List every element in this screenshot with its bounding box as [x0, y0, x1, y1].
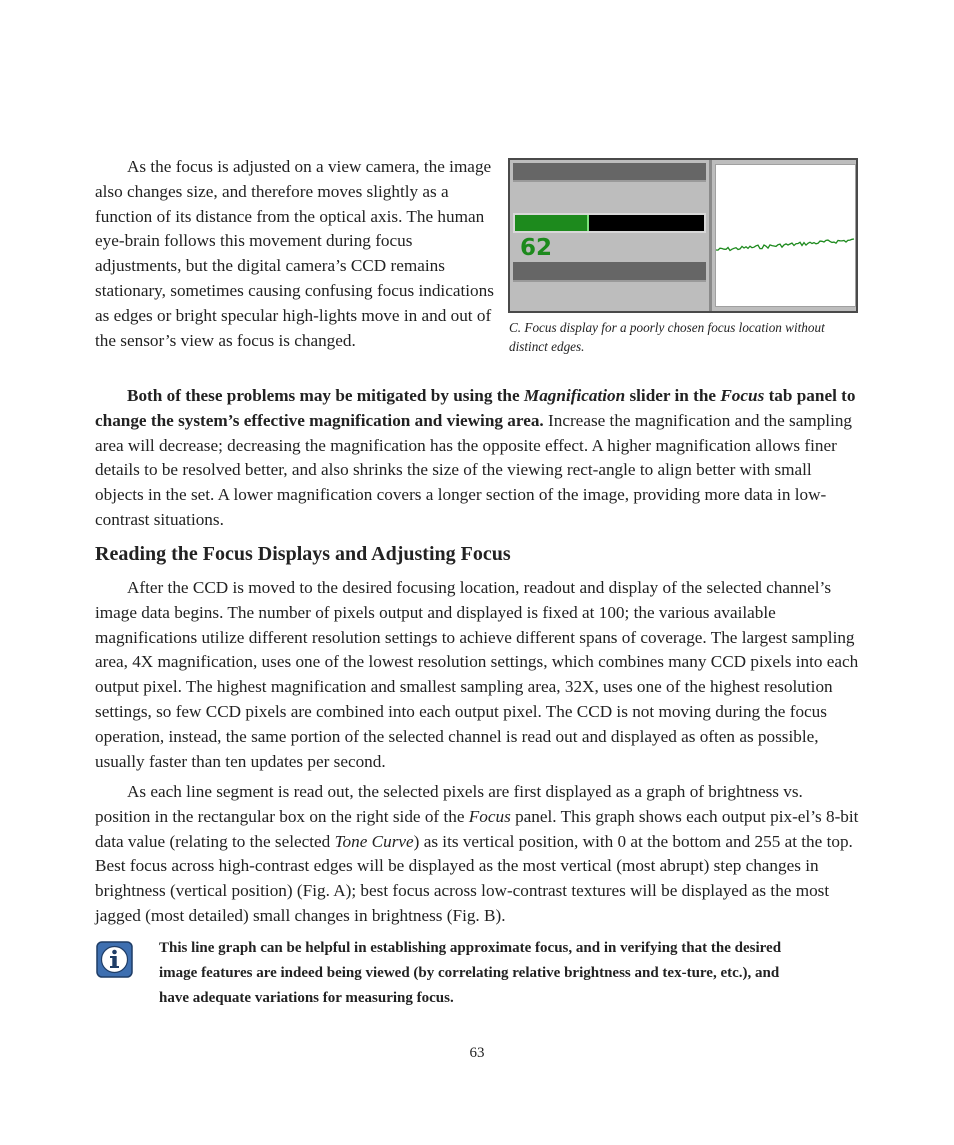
focus-level-bar — [513, 213, 706, 233]
focus-value-readout: 62 — [520, 235, 553, 261]
para2-rest: Increase the magnification and the sampling area will decrease; decreasing the magnification has the opposite effect. A higher magnification allows finer details to be resolved better, and also shrinks the size of the viewing rect-angle to align better with small objects in the set. A lower magnification covers a longer section of the image, providing more data in low-contrast situations. — [95, 410, 853, 529]
para4-a: As each line segment is read out, the selected pixels are first displayed as a graph of brightness vs. position in the rectangular box on the right side of the — [95, 782, 803, 826]
focus-meter-panel — [510, 160, 710, 311]
para4-italic-b: Tone Curve — [334, 831, 414, 851]
para2-bold-italic-a: Magnification — [523, 386, 626, 405]
graph-paragraph — [95, 780, 860, 929]
figure-caption: C. Focus display for a poorly chosen focus location without distinct edges. — [509, 320, 825, 354]
para2-bold-c: tab panel to change the system’s effective magnification and viewing area. — [95, 386, 856, 430]
section-heading: Reading the Focus Displays and Adjusting Focus — [95, 543, 511, 565]
intro-paragraph: As the focus is adjusted on a view camera, the image also changes size, and therefore moves slightly as a function of its distance from the optical axis. The human eye-brain follows this movement during focus adjustments, but the digital camera’s CCD remains stationary, sometimes causing confusing focus indications as edges or bright specular high-lights move in and out of the sensor’s view as focus is changed. — [95, 157, 494, 350]
magnification-paragraph — [95, 384, 860, 533]
top-bar — [513, 163, 706, 182]
brightness-graph — [715, 164, 856, 307]
focus-level-fill — [515, 215, 589, 231]
para4-b: panel. This graph shows each output pix-el’s 8-bit data value (relating to the selected — [95, 806, 859, 851]
focus-display-figure — [508, 158, 858, 313]
para2-bold-b: slider in the — [625, 386, 721, 405]
para4-c: ) as its vertical position, with 0 at the bottom and 255 at the top. Best focus across high-contrast edges will be displayed as the most vertical (most abrupt) step changes in brightness (vertical position) (Fig. A); best focus across low-contrast textures will be displayed as the most jagged (most detailed) small changes in brightness (Fig. B). — [95, 831, 853, 925]
info-note: This line graph can be helpful in establishing approximate focus, and in verifying that the desired image features are indeed being viewed (by correlating relative brightness and tex-ture, etc.), and have adequate variations for measuring focus. — [159, 940, 782, 1006]
para4-italic-a: Focus — [468, 806, 511, 826]
brightness-trace — [716, 239, 854, 251]
readout-paragraph: After the CCD is moved to the desired focusing location, readout and display of the selected channel’s image data begins. The number of pixels output and displayed is fixed at 100; the various available magnifications utilize different resolution settings to achieve different spans of coverage. The largest sampling area, 4X magnification, uses one of the lowest resolution settings, which combines many CCD pixels into each output pixel. The highest magnification and smallest sampling area, 32X, uses one of the highest resolution settings, so few CCD pixels are combined into each output pixel. The CCD is not moving during the focus operation, instead, the same portion of the selected channel is read out and displayed as often as possible, usually faster than ten updates per second. — [95, 578, 859, 771]
brightness-graph-svg — [716, 165, 855, 306]
para2-bold-italic-b: Focus — [720, 386, 765, 405]
bottom-bar — [513, 262, 706, 282]
page-number: 63 — [469, 1045, 485, 1061]
para2-bold-a: Both of these problems may be mitigated by using the — [127, 386, 524, 405]
info-icon — [96, 941, 133, 978]
panel-divider — [709, 160, 712, 311]
